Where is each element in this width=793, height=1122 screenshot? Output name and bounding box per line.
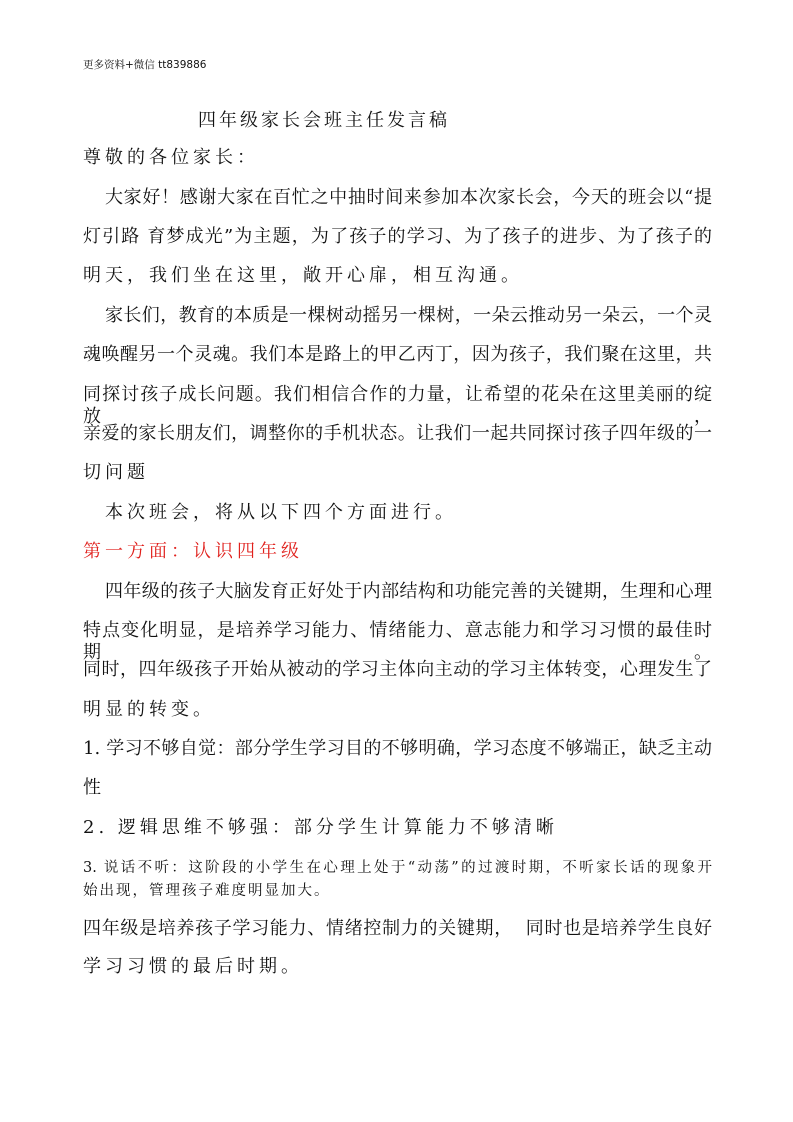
list-item-line: 2. 逻辑思维不够强：部分学生计算能力不够清晰 — [83, 817, 558, 838]
salutation: 尊敬的各位家长： — [83, 147, 259, 168]
header-note: 更多资料+微信 tt839886 — [83, 59, 207, 71]
paragraph-line: 同时，四年级孩子开始从被动的学习主体向主动的学习主体转变，心理发生了 — [83, 659, 712, 680]
section-heading: 第一方面：认识四年级 — [83, 541, 303, 562]
paragraph-line: 学习习惯的最后时期。 — [83, 956, 303, 977]
paragraph-line: 家长们，教育的本质是一棵树动摇另一棵树，一朵云推动另一朵云，一个灵 — [105, 305, 712, 326]
list-item-line: 3. 说话不听：这阶段的小学生在心理上处于“动荡”的过渡时期，不听家长话的现象开 — [83, 860, 712, 876]
document-title: 四年级家长会班主任发言稿 — [198, 110, 450, 131]
paragraph-line: 特点变化明显，是培养学习能力、情绪能力、意志能力和学习习惯的最佳时期。 — [83, 620, 712, 663]
list-item-line: 1. 学习不够自觉：部分学生学习目的不够明确，学习态度不够端正，缺乏主动 — [83, 738, 712, 759]
list-item-line: 始出现，管理孩子难度明显加大。 — [83, 883, 331, 899]
paragraph-line: 明显的转变。 — [83, 699, 215, 720]
paragraph-line: 灯引路 育梦成光”为主题，为了孩子的学习、为了孩子的进步、为了孩子的 — [83, 226, 712, 247]
paragraph-line: 魂唤醒另一个灵魂。我们本是路上的甲乙丙丁，因为孩子，我们聚在这里，共 — [83, 344, 712, 365]
paragraph-line: 同探讨孩子成长问题。我们相信合作的力量，让希望的花朵在这里美丽的绽放， — [83, 384, 712, 427]
paragraph-line: 明天，我们坐在这里，敞开心扉，相互沟通。 — [83, 265, 523, 286]
paragraph-line: 亲爱的家长朋友们，调整你的手机状态。让我们一起共同探讨孩子四年级的一 — [83, 423, 712, 444]
paragraph-line: 四年级的孩子大脑发育正好处于内部结构和功能完善的关键期，生理和心理 — [105, 581, 712, 602]
list-item-line: 性 — [83, 777, 105, 798]
paragraph-line: 切问题 — [83, 462, 149, 483]
paragraph-line: 四年级是培养孩子学习能力、情绪控制力的关键期， 同时也是培养学生良好 — [83, 918, 712, 939]
paragraph-line: 大家好！感谢大家在百忙之中抽时间来参加本次家长会，今天的班会以“提 — [105, 187, 712, 208]
paragraph-line: 本次班会，将从以下四个方面进行。 — [105, 502, 457, 523]
